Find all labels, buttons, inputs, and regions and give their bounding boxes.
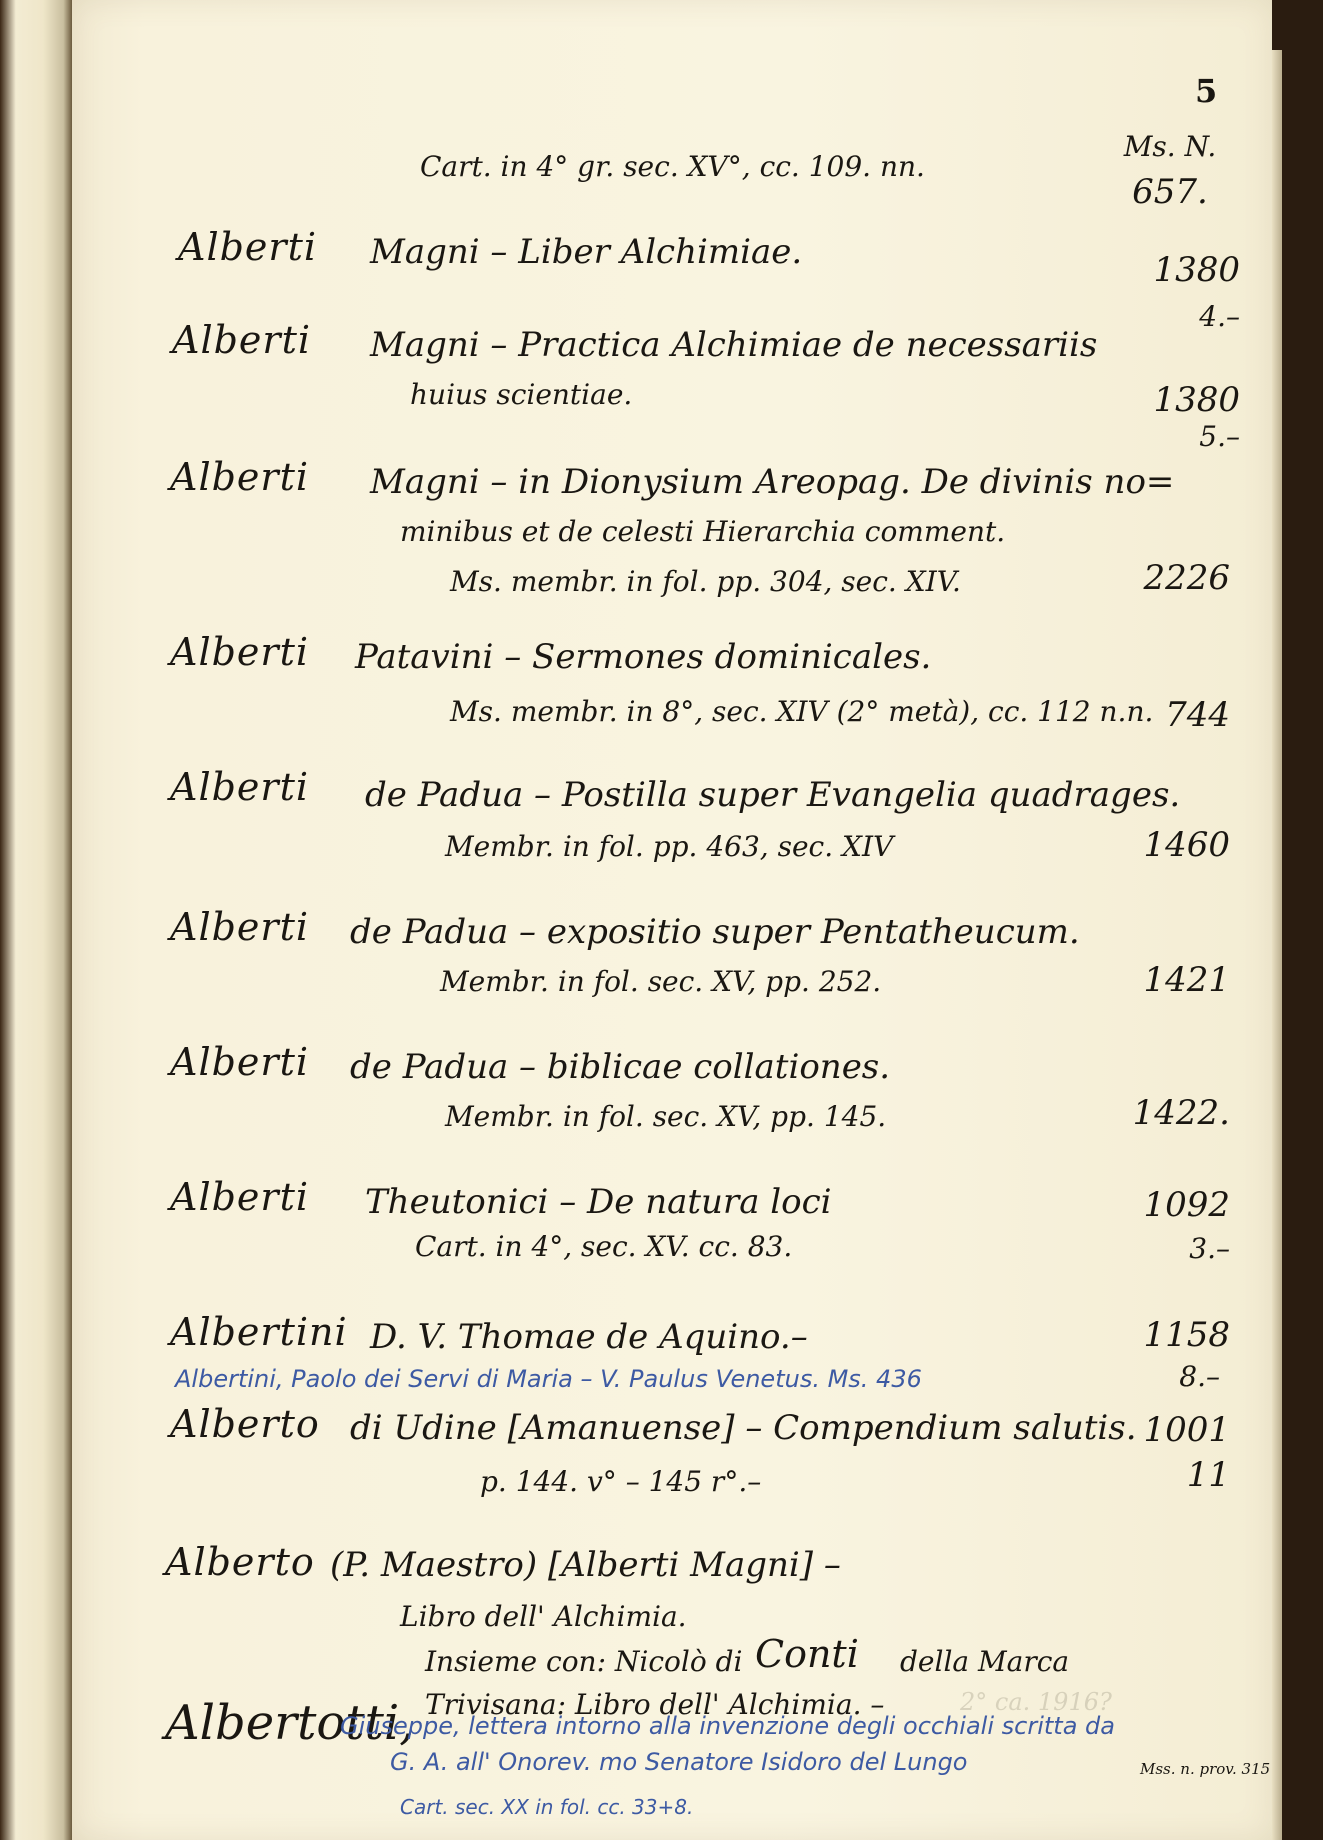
faint-margin-text: 2° ca. 1916? xyxy=(960,1688,1112,1716)
entry-description: Membr. in fol. sec. XV, pp. 145. xyxy=(445,1100,887,1133)
entry-title: di Udine [Amanuense] – Compendium salutis. xyxy=(350,1408,1137,1448)
top-number: 657. xyxy=(1132,172,1208,212)
entry-number: 1092 xyxy=(1143,1185,1230,1225)
entry-number: 2226 xyxy=(1143,558,1230,598)
top-description: Cart. in 4° gr. sec. XV°, cc. 109. nn. xyxy=(420,150,925,183)
book-binding xyxy=(0,0,72,1840)
entry-title: de Padua – expositio super Pentatheucum. xyxy=(350,912,1080,952)
entry-head: Alberto xyxy=(165,1540,315,1584)
entry-description: Ms. membr. in fol. pp. 304, sec. XIV. xyxy=(450,565,961,598)
entry-description: Membr. in fol. sec. XV, pp. 252. xyxy=(440,965,882,998)
entry-number: 1422. xyxy=(1132,1093,1230,1133)
entry-sub-number: 3.– xyxy=(1189,1232,1230,1265)
entry-head: Alberti xyxy=(170,1175,309,1219)
page-edge xyxy=(1272,50,1282,1840)
entry-note-name: Conti xyxy=(755,1632,859,1676)
blue-entry-line: G. A. all' Onorev. mo Senatore Isidoro del Lungo xyxy=(390,1748,968,1776)
entry-head: Alberti xyxy=(172,318,311,362)
entry-head: Alberti xyxy=(170,630,309,674)
entry-title: Magni – in Dionysium Areopag. De divinis no= xyxy=(370,462,1175,502)
blue-annotation: Albertini, Paolo dei Servi di Maria – V. Paulus Venetus. Ms. 436 xyxy=(175,1365,922,1393)
entry-number: 1158 xyxy=(1143,1315,1230,1355)
entry-head: Alberti xyxy=(170,905,309,949)
entry-sub-number: 5.– xyxy=(1199,420,1240,453)
entry-number: 1001 xyxy=(1143,1410,1230,1450)
blue-annotation-number: 8.– xyxy=(1179,1360,1220,1393)
blue-entry-line: Cart. sec. XX in fol. cc. 33+8. xyxy=(400,1795,694,1819)
entry-number: 1380 xyxy=(1153,380,1240,420)
entry-note-pre: Insieme con: Nicolò di xyxy=(425,1645,743,1678)
entry-description: p. 144. v° – 145 r°.– xyxy=(480,1465,762,1498)
entry-sub-number: 4.– xyxy=(1199,300,1240,333)
entry-continuation: huius scientiae. xyxy=(410,378,633,411)
entry-continuation: minibus et de celesti Hierarchia comment. xyxy=(400,515,1006,548)
entry-title: Magni – Practica Alchimiae de necessariis xyxy=(370,325,1098,365)
entry-description: Ms. membr. in 8°, sec. XIV (2° metà), cc. 112 n.n. xyxy=(450,695,1154,728)
entry-description: Cart. in 4°, sec. XV. cc. 83. xyxy=(415,1230,793,1263)
entry-title: de Padua – Postilla super Evangelia quadrages. xyxy=(365,775,1181,815)
entry-number: 1421 xyxy=(1143,960,1230,1000)
entry-head: Albertotti, xyxy=(165,1695,415,1751)
entry-head: Alberti xyxy=(170,455,309,499)
entry-number: 1380 xyxy=(1153,250,1240,290)
entry-title: de Padua – biblicae collationes. xyxy=(350,1047,891,1087)
entry-number: 744 xyxy=(1165,695,1230,735)
entry-sub-number: 11 xyxy=(1186,1455,1230,1495)
page-number: 5 xyxy=(1195,72,1218,110)
entry-description: Membr. in fol. pp. 463, sec. XIV xyxy=(445,830,894,863)
entry-title: Theutonici – De natura loci xyxy=(365,1182,832,1222)
entry-continuation: Libro dell' Alchimia. xyxy=(400,1600,687,1633)
top-number-prefix: Ms. N. xyxy=(1123,130,1217,163)
entry-head: Alberti xyxy=(170,1040,309,1084)
entry-title: Patavini – Sermones dominicales. xyxy=(355,637,932,677)
entry-title: Magni – Liber Alchimiae. xyxy=(370,232,803,272)
entry-note-post: della Marca xyxy=(900,1645,1070,1678)
side-shelfmark: Mss. n. prov. 315 xyxy=(1140,1760,1271,1778)
entry-title: D. V. Thomae de Aquino.– xyxy=(370,1317,808,1357)
entry-head: Alberto xyxy=(170,1402,320,1446)
entry-note-continuation: Trivisana: Libro dell' Alchimia. – xyxy=(425,1688,885,1721)
entry-head: Albertini xyxy=(170,1310,348,1354)
entry-number: 1460 xyxy=(1143,825,1230,865)
entry-title: (P. Maestro) [Alberti Magni] – xyxy=(330,1545,841,1585)
entry-head: Alberti xyxy=(170,765,309,809)
blue-entry-line: Giuseppe, lettera intorno alla invenzione degli occhiali scritta da xyxy=(340,1712,1115,1740)
entry-head: Alberti xyxy=(178,225,317,269)
